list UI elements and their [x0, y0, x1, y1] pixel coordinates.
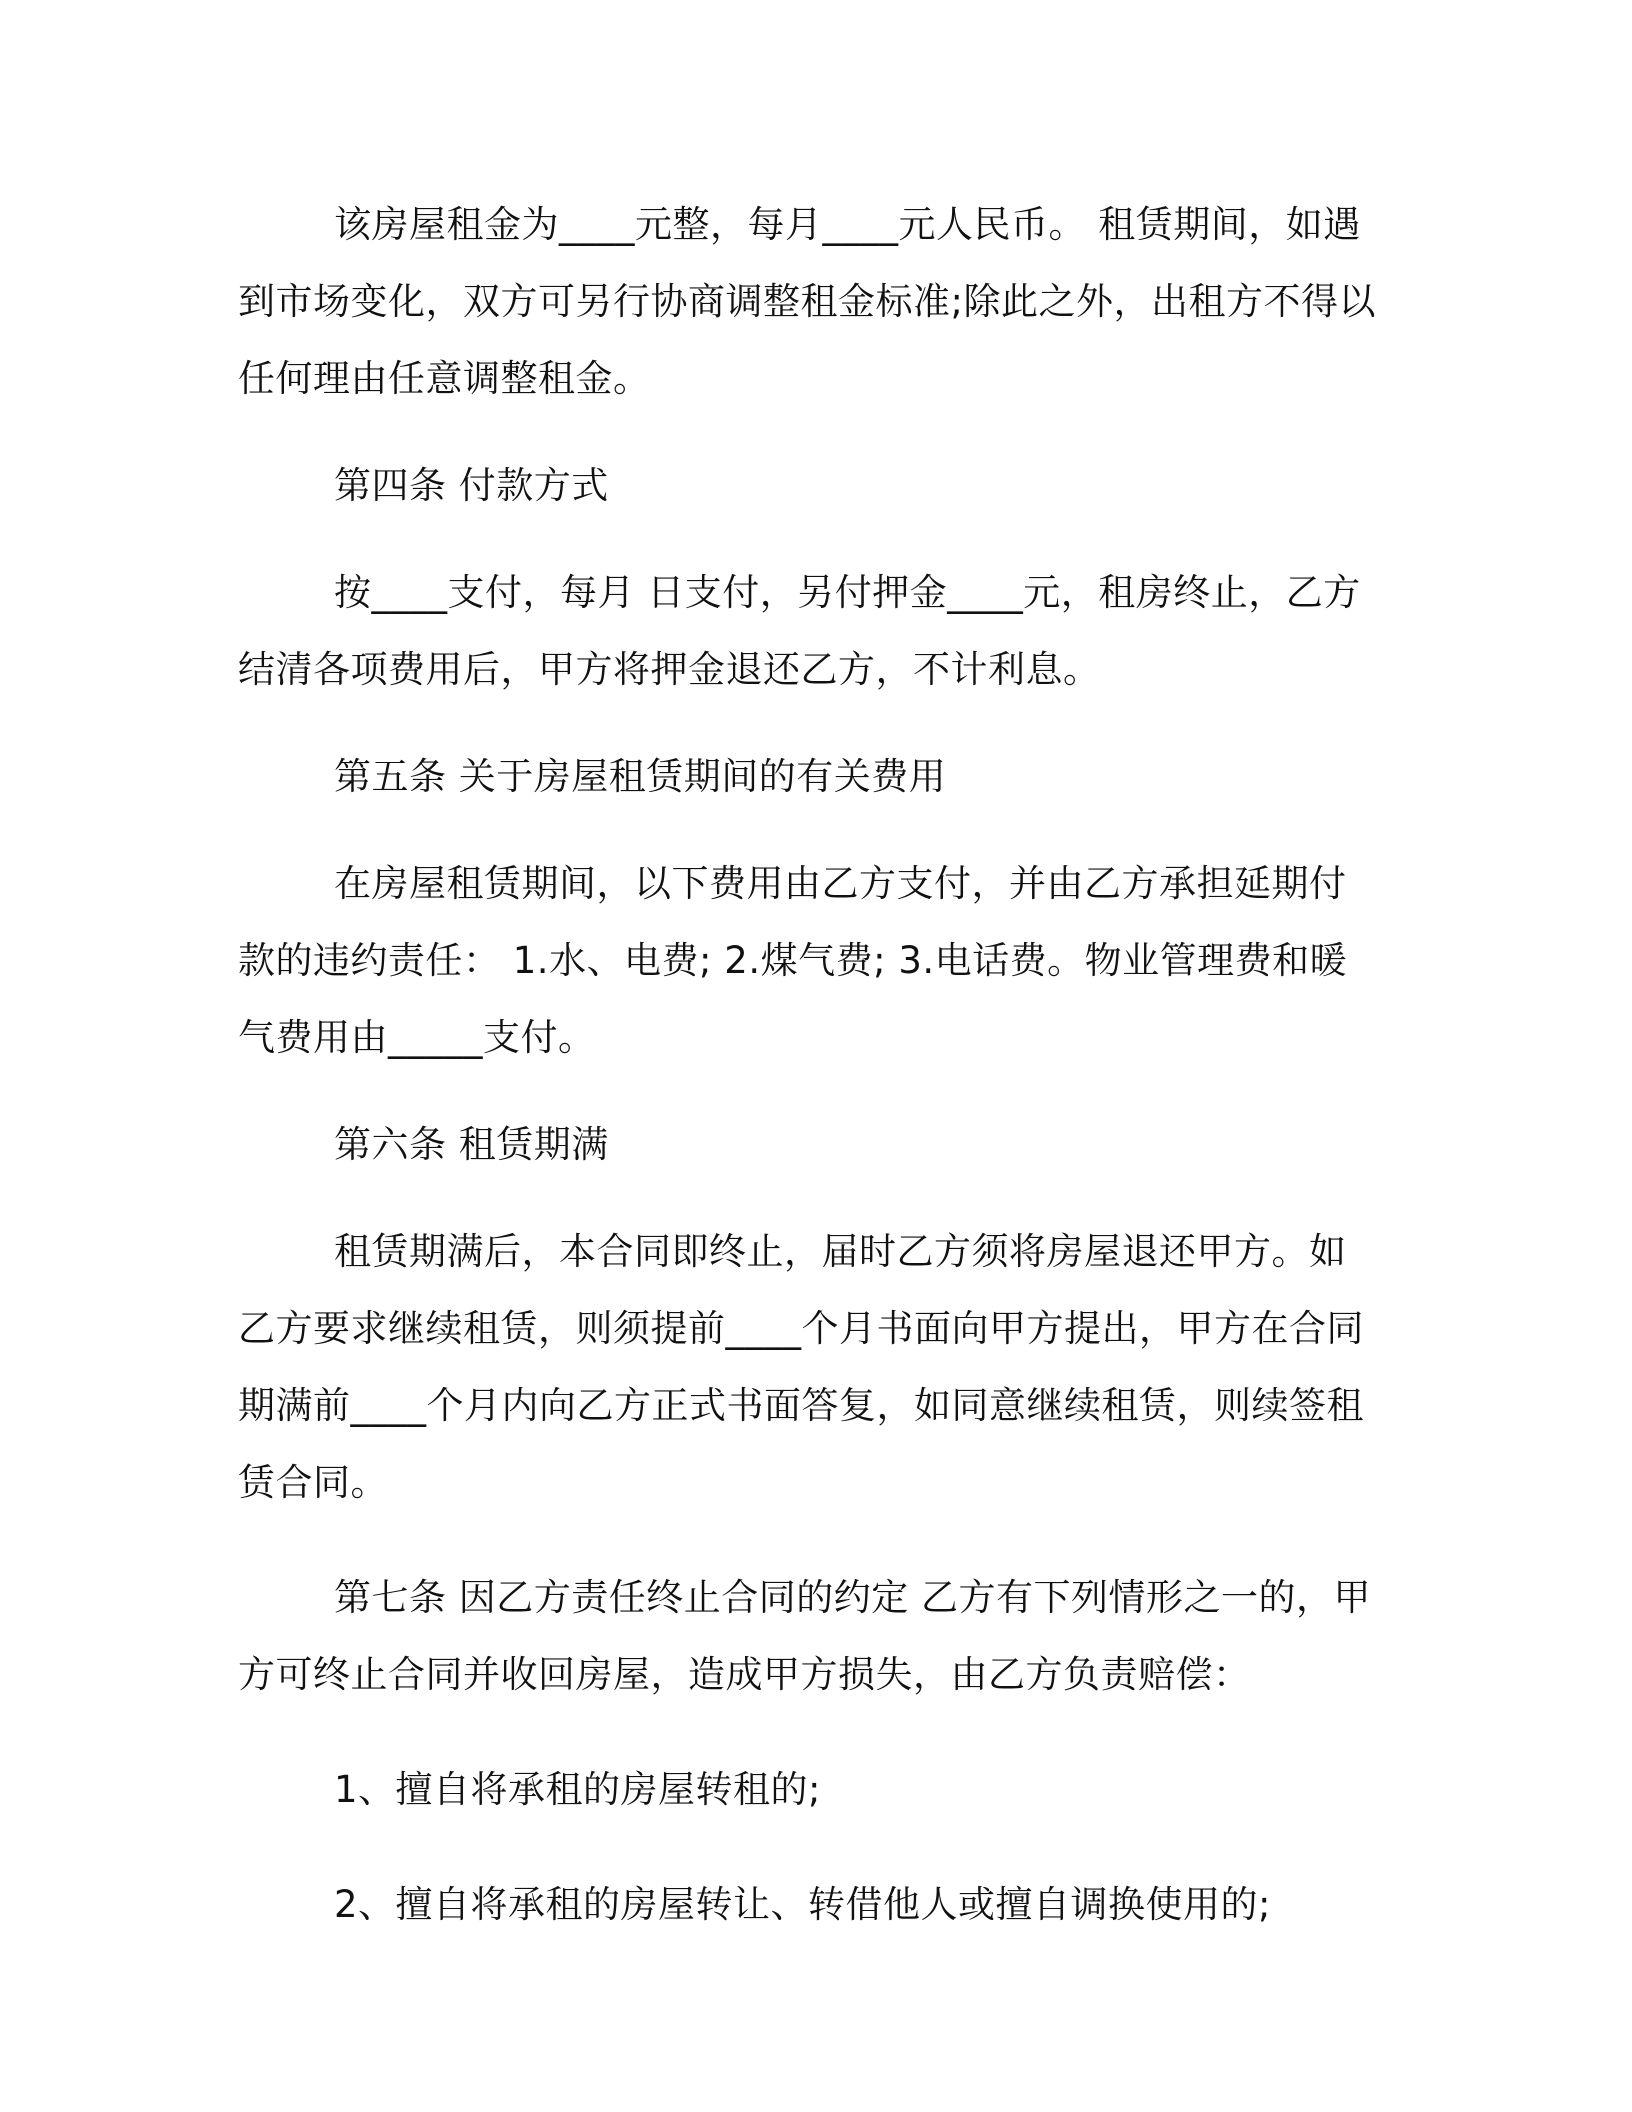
- document-body: [238, 186, 1378, 1943]
- rent-paragraph: 该房屋租金为____元整，每月____元人民币。 租赁期间，如遇到市场变化，双方可另行协商调整租金标准;除此之外，出租方不得以任何理由任意调整租金。: [238, 203, 1376, 400]
- list-item-2: 2、擅自将承租的房屋转让、转借他人或擅自调换使用的;: [334, 1883, 1272, 1926]
- article-4-heading: 第四条 付款方式: [334, 464, 609, 507]
- payment-paragraph: 按____支付，每月 日支付，另付押金____元，租房终止，乙方结清各项费用后，甲方将押金退还乙方，不计利息。: [238, 571, 1361, 691]
- article-7-paragraph: 第七条 因乙方责任终止合同的约定 乙方有下列情形之一的，甲方可终止合同并收回房屋，造成甲方损失，由乙方负责赔偿：: [238, 1576, 1372, 1696]
- fees-paragraph: 在房屋租赁期间，以下费用由乙方支付，并由乙方承担延期付款的违约责任： 1.水、电费; 2.煤气费; 3.电话费。物业管理费和暖气费用由_____支付。: [238, 862, 1348, 1059]
- list-item-1: 1、擅自将承租的房屋转租的;: [334, 1768, 822, 1811]
- article-6-heading: 第六条 租赁期满: [334, 1123, 609, 1166]
- article-5-heading: 第五条 关于房屋租赁期间的有关费用: [334, 755, 947, 798]
- term-end-paragraph: 租赁期满后，本合同即终止，届时乙方须将房屋退还甲方。如乙方要求继续租赁，则须提前____个月书面向甲方提出，甲方在合同期满前____个月内向乙方正式书面答复，如同意继续租赁，则续签租赁合同。: [238, 1230, 1364, 1504]
